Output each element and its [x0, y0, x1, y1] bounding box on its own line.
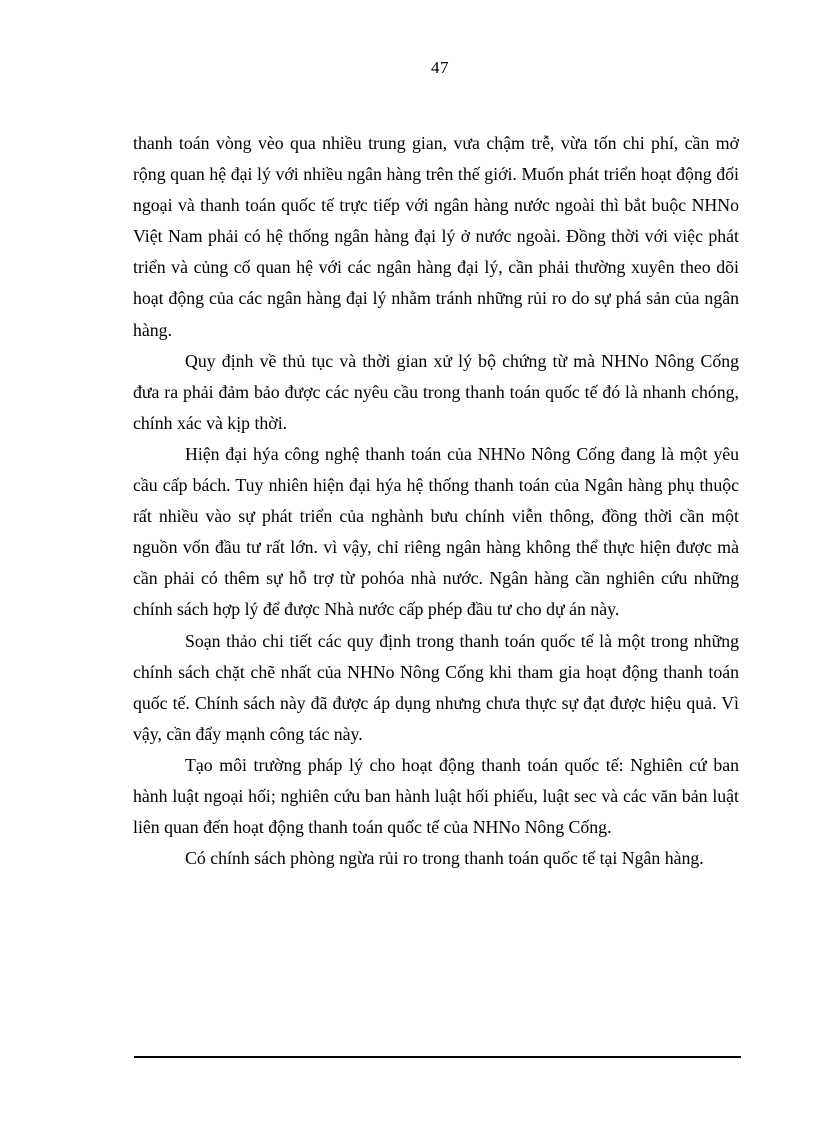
paragraph-continued: thanh toán vòng vèo qua nhiều trung gian, vưa chậm trễ, vừa tốn chi phí, cần mở rộng quan hệ đại lý với nhiều ngân hàng trên thế giới. Muốn phát triển hoạt động đối ngoại và thanh toán quốc tế trực tiếp với ngân hàng nước ngoài thì bắt buộc NHNo Việt Nam phải có hệ thống ngân hàng đại lý ở nước ngoài. Đồng thời với việc phát triển và củng cố quan hệ với các ngân hàng đại lý, cần phải thường xuyên theo dõi hoạt động của các ngân hàng đại lý nhằm tránh những rủi ro do sự phá sản của ngân hàng. [133, 133, 739, 340]
paragraph-technology-modernization: Hiện đại hýa công nghệ thanh toán của NHNo Nông Cống đang là một yêu cầu cấp bách. Tuy nhiên hiện đại hýa hệ thống thanh toán của Ngân hàng phụ thuộc rất nhiều vào sự phát triển của nghành bưu chính viễn thông, đồng thời cần một nguồn vốn đầu tư rất lớn. vì vậy, chỉ riêng ngân hàng không thể thực hiện được mà cần phải có thêm sự hỗ trợ từ pohóa nhà nước. Ngân hàng cần nghiên cứu những chính sách hợp lý để được Nhà nước cấp phép đầu tư cho dự án này. [133, 443, 739, 620]
page-number: 47 [431, 58, 449, 77]
paragraph-document-processing: Quy định về thủ tục và thời gian xử lý bộ chứng từ mà NHNo Nông Cống đưa ra phải đảm bảo được các nyêu cầu trong thanh toán quốc tế đó là nhanh chóng, chính xác và kịp thời. [133, 350, 739, 433]
body-text [133, 128, 739, 874]
paragraph-risk-prevention: Có chính sách phòng ngừa rủi ro trong thanh toán quốc tế tại Ngân hàng. [185, 848, 704, 869]
paragraph-regulations: Soạn thảo chi tiết các quy định trong thanh toán quốc tế là một trong những chính sách chặt chẽ nhất của NHNo Nông Cống khi tham gia hoạt động thanh toán quốc tế. Chính sách này đã được áp dụng nhưng chưa thực sự đạt được hiệu quả. Vì vậy, cần đẩy mạnh công tác này. [133, 630, 739, 744]
paragraph-legal-environment: Tạo môi trường pháp lý cho hoạt động thanh toán quốc tế: Nghiên cứ ban hành luật ngoại hối; nghiên cứu ban hành luật hối phiếu, luật sec và các văn bản luật liên quan đến hoạt động thanh toán quốc tế của NHNo Nông Cống. [133, 754, 739, 838]
footer-rule [134, 1056, 741, 1058]
